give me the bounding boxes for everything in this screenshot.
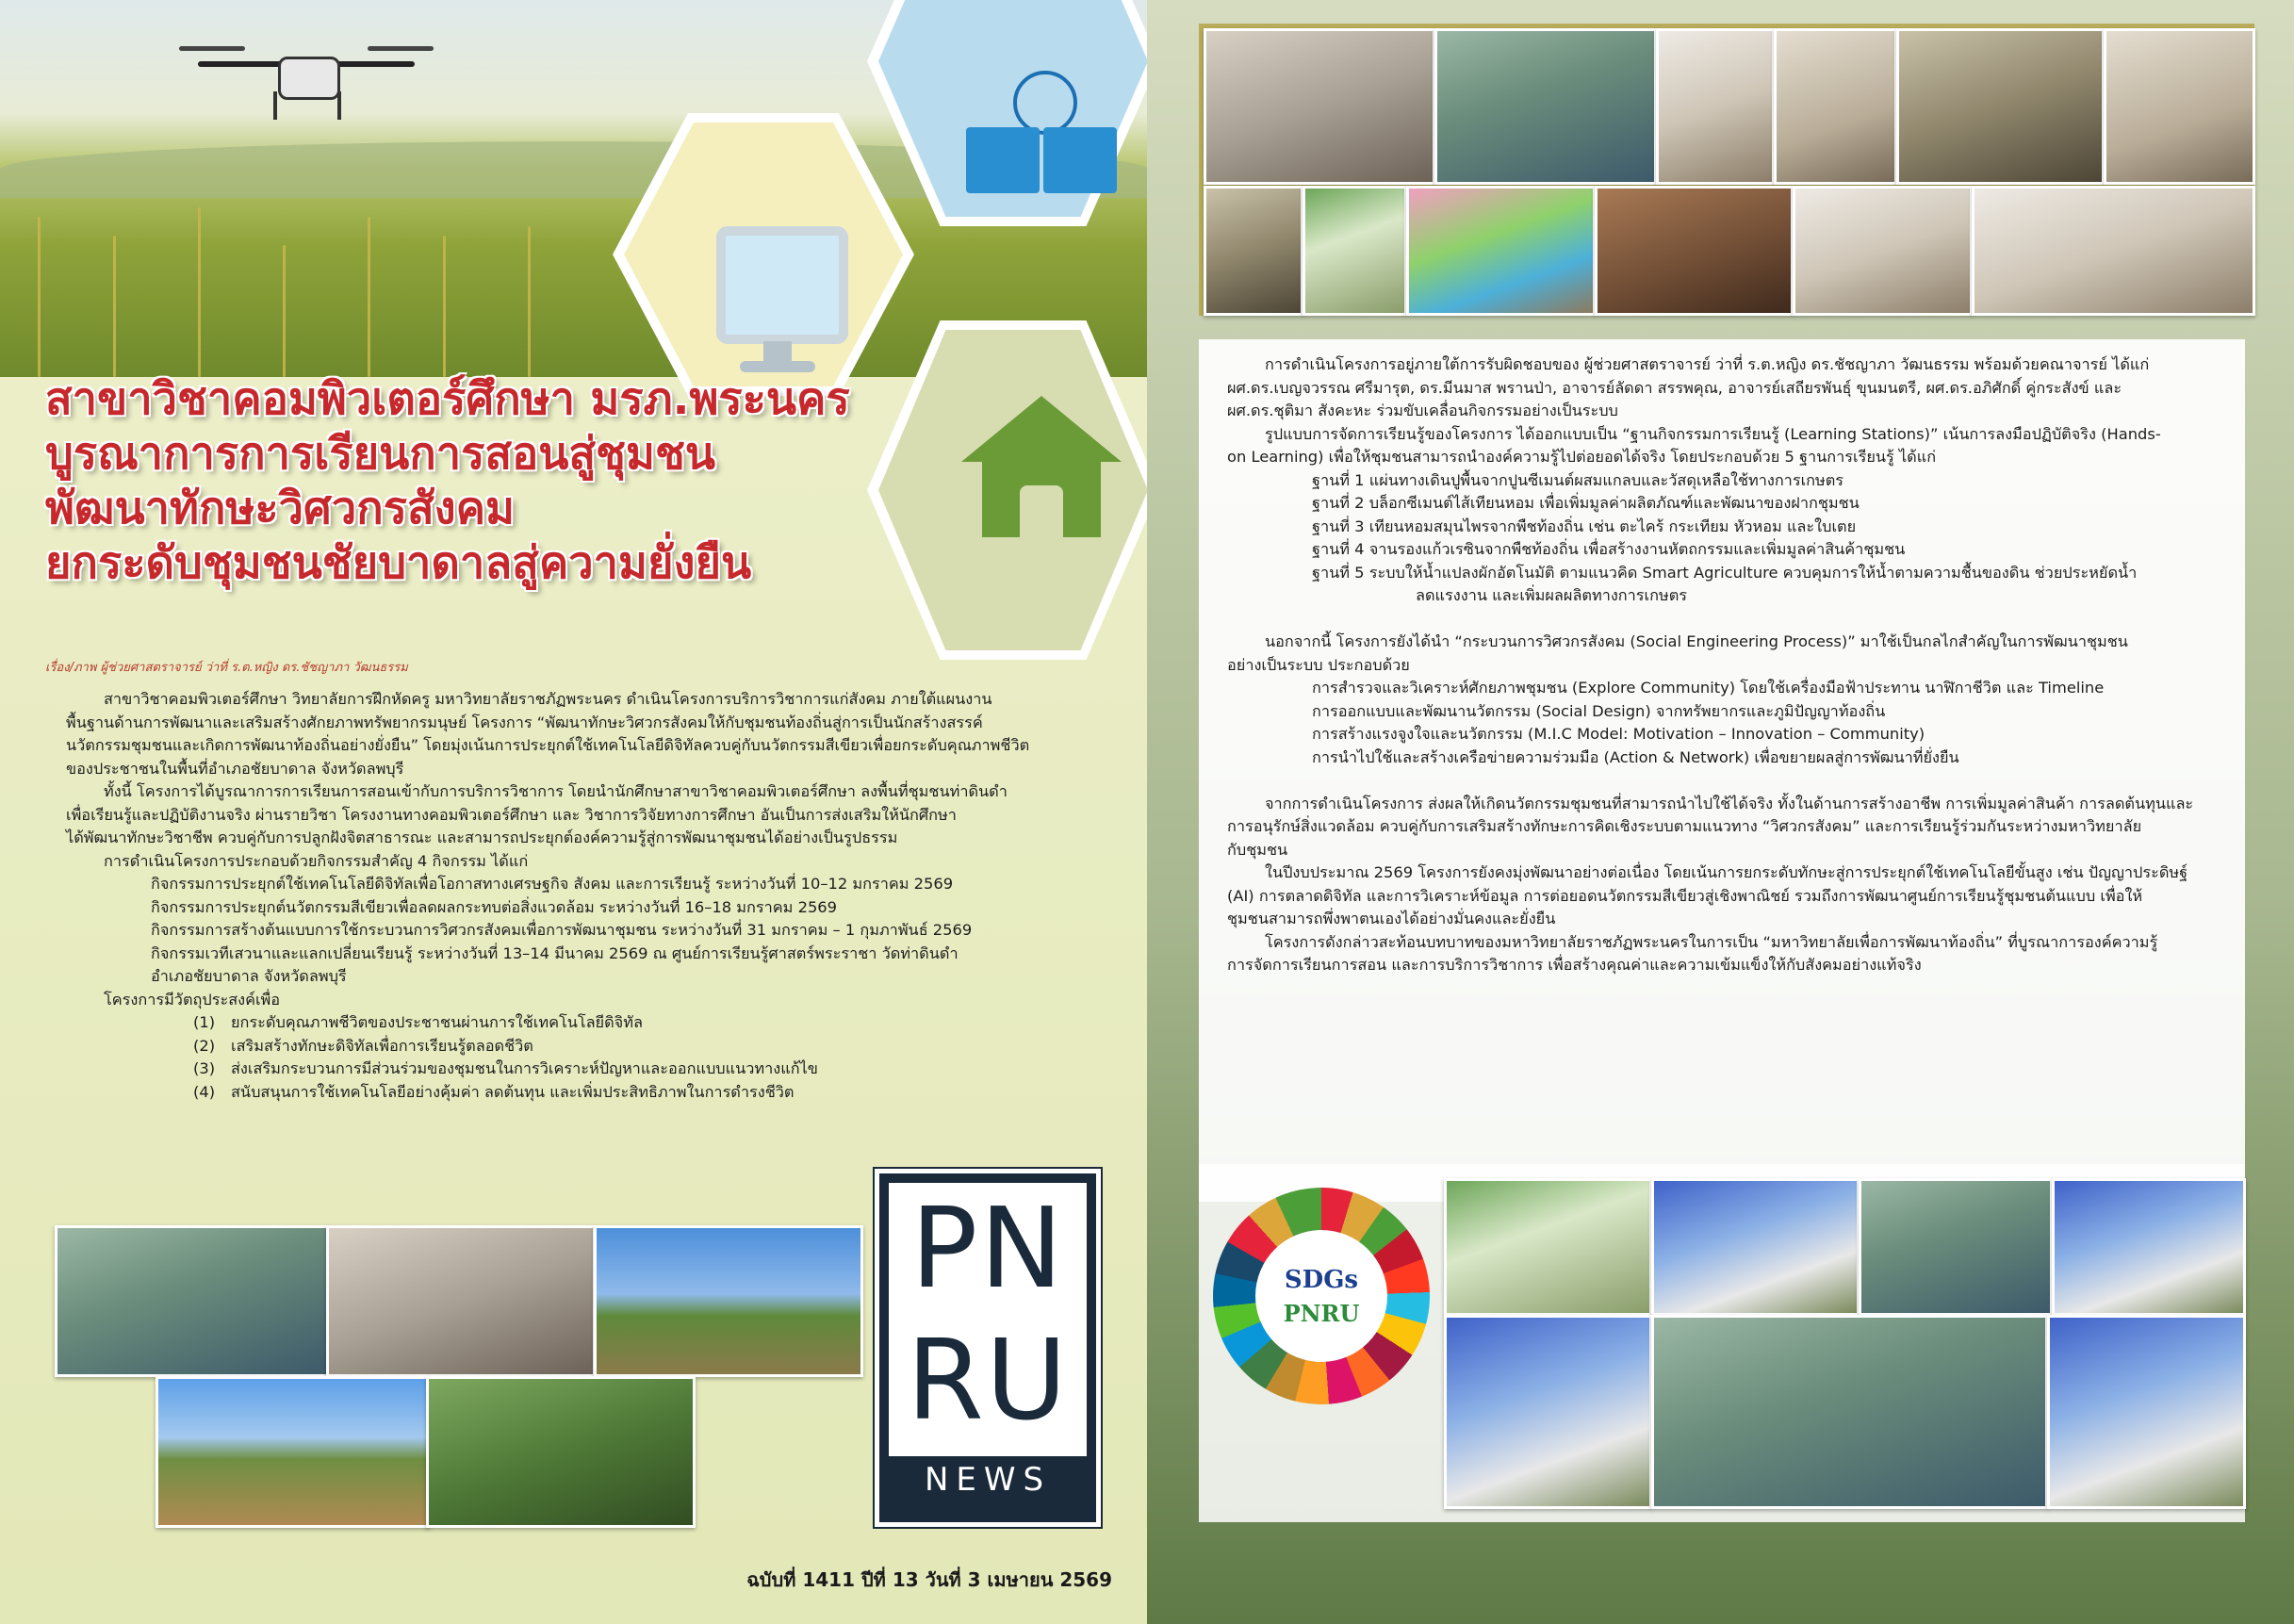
title-line: สาขาวิชาคอมพิวเตอร์ศึกษา มรภ.พระนคร	[45, 373, 850, 425]
sdg-logo-text: PNRU	[1283, 1300, 1360, 1327]
paragraph: สาขาวิชาคอมพิวเตอร์ศึกษา วิทยาลัยการฝึกหัดครู มหาวิทยาลัยราชภัฏพระนคร ดำเนินโครงการบริการวิชาการแก่สังคม ภายใต้แผนงาน	[104, 690, 992, 708]
photo-poster-booth	[1444, 1178, 1652, 1316]
station-item: ฐานที่ 5 ระบบให้น้ำแปลงผักอัตโนมัติ ตามแนวคิด Smart Agriculture ควบคุมการให้น้ำตามความชื้นของดิน ช่วยประหยัดน้ำ	[1312, 563, 2138, 582]
paragraph: on Learning) เพื่อให้ชุมชนสามารถนำองค์ความรู้ไปต่อยอดได้จริง โดยประกอบด้วย 5 ฐานการเรียนรู้ ได้แก่	[1227, 448, 1937, 466]
open-book-network-icon	[966, 127, 1117, 212]
photo-lemongrass	[1774, 28, 1897, 185]
photo-garden	[1303, 186, 1407, 316]
paragraph: ชุมชนสามารถพึ่งพาตนเองได้อย่างมั่นคงและยั่งยืน	[1227, 910, 1556, 927]
paragraph: การจัดการเรียนการสอน และการบริการวิชาการ เพื่อสร้างคุณค่าและความเข้มแข็งให้กับสังคมอย่างแท้จริง	[1227, 956, 1922, 974]
photo-station-tent	[1204, 28, 1435, 185]
objective-item: (4) สนับสนุนการใช้เทคโนโลยีอย่างคุ้มค่า ลดต้นทุน และเพิ่มประสิทธิภาพในการดำรงชีวิต	[193, 1082, 795, 1101]
green-house-leaf-icon	[961, 396, 1122, 537]
article-title	[45, 372, 893, 591]
photo-herbs	[1656, 28, 1775, 185]
photo-outdoor-event	[1444, 1315, 1652, 1509]
photo-award-ceremony	[1651, 1315, 2048, 1509]
photo-workshop-audience	[55, 1225, 329, 1377]
process-item: การนำไปใช้และสร้างเครือข่ายความร่วมมือ (Action & Network) เพื่อขยายผลสู่การพัฒนาที่ยั่งยืน	[1312, 747, 1959, 766]
photo-table-session	[1896, 28, 2105, 185]
photo-pots	[1595, 186, 1794, 316]
process-item: การออกแบบและพัฒนานวัตกรรม (Social Design) จากทรัพยากรและภูมิปัญญาท้องถิ่น	[1312, 701, 1886, 720]
photo-cement-tiles	[1204, 186, 1303, 316]
photo-coasters	[1793, 186, 1973, 316]
issue-info: ฉบับที่ 1411 ปีที่ 13 วันที่ 3 เมษายน 2569	[746, 1568, 1112, 1591]
objective-heading: โครงการมีวัตถุประสงค์เพื่อ	[104, 990, 281, 1009]
sdg-logo-text: SDGs	[1284, 1266, 1359, 1294]
logo-text: RU	[906, 1315, 1070, 1445]
paragraph: การอนุรักษ์สิ่งแวดล้อม ควบคู่กับการเสริมสร้างทักษะการคิดเชิงระบบตามแนวทาง “วิศวกรสังคม” และการเรียนรู้ร่วมกันระหว่างมหาวิทยาลัย	[1227, 817, 2142, 835]
title-line: พัฒนาทักษะวิศวกรสังคม	[45, 483, 515, 534]
paragraph: ได้พัฒนาทักษะวิชาชีพ ควบคู่กับการปลูกฝังจิตสาธารณะ และสามารถประยุกต์องค์ความรู้สู่การพัฒนาชุมชนได้อย่างเป็นรูปธรรม	[66, 828, 898, 846]
activity-item: กิจกรรมการประยุกต์นวัตกรรมสีเขียวเพื่อลดผลกระทบต่อสิ่งแวดล้อม ระหว่างวันที่ 16–18 มกราคม 2569	[151, 897, 838, 916]
sdgs-pnru-logo	[1213, 1188, 1430, 1404]
activity-item: กิจกรรมการสร้างต้นแบบการใช้กระบวนการวิศวกรสังคมเพื่อการพัฒนาชุมชน ระหว่างวันที่ 31 มกราคม – 1 กุมภาพันธ์ 2569	[151, 921, 973, 939]
paragraph: นอกจากนี้ โครงการยังได้นำ “กระบวนการวิศวกรสังคม (Social Engineering Process)” มาใช้เป็นกลไกสำคัญในการพัฒนาชุมชน	[1265, 632, 2128, 650]
objective-item: (2) เสริมสร้างทักษะดิจิทัลเพื่อการเรียนรู้ตลอดชีวิต	[193, 1036, 533, 1055]
paragraph: การดำเนินโครงการประกอบด้วยกิจกรรมสำคัญ 4 กิจกรรม ได้แก่	[104, 851, 529, 870]
right-page	[1147, 0, 2294, 1624]
logo-news-bar: NEWS	[889, 1456, 1087, 1503]
process-item: การสำรวจและวิเคราะห์ศักยภาพชุมชน (Explore Community) โดยใช้เครื่องมือฟ้าประทาน นาฬิกาชีวิต และ Timeline	[1312, 679, 2105, 697]
photo-field-visit	[156, 1376, 430, 1528]
paragraph: เพื่อเรียนรู้และปฏิบัติงานจริง ผ่านรายวิชา โครงงานทางคอมพิวเตอร์ศึกษา และ วิชาการวิจัยทางการศึกษา อันเป็นการส่งเสริมให้นักศึกษา	[66, 805, 957, 824]
paragraph: กับชุมชน	[1227, 840, 1288, 859]
paragraph: อย่างเป็นระบบ ประกอบด้วย	[1227, 655, 1410, 674]
left-body-text	[66, 688, 1112, 1104]
photo-group-outdoor	[594, 1225, 863, 1377]
photo-visitors	[1859, 1178, 2053, 1316]
photo-participants	[1434, 28, 1657, 185]
computer-monitor-icon	[716, 226, 848, 344]
logo-text: PN	[910, 1183, 1065, 1313]
paragraph: การดำเนินโครงการอยู่ภายใต้การรับผิดชอบของ ผู้ช่วยศาสตราจารย์ ว่าที่ ร.ต.หญิง ดร.ชัชญาภา วัฒนธรรม พร้อมด้วยคณาจารย์ ได้แก่	[1265, 355, 2150, 373]
photo-presenter-table	[326, 1225, 596, 1377]
title-line: บูรณาการการเรียนการสอนสู่ชุมชน	[45, 428, 715, 480]
station-item: ฐานที่ 2 บล็อกซีเมนต์ไส้เทียนหอม เพื่อเพิ่มมูลค่าผลิตภัณฑ์และพัฒนาของฝากชุมชน	[1312, 494, 1860, 512]
byline: เรื่อง/ภาพ ผู้ช่วยศาสตราจารย์ ว่าที่ ร.ต.หญิง ดร.ชัชญาภา วัฒนธรรม	[45, 661, 408, 675]
activity-item: กิจกรรมเวทีเสวนาและแลกเปลี่ยนเรียนรู้ ระหว่างวันที่ 13–14 มีนาคม 2569 ณ ศูนย์การเรียนรู้ศาสตร์พระราชา วัดท่าดินดำ	[151, 943, 959, 962]
pnru-news-logo	[875, 1169, 1101, 1527]
photo-tent-booth	[2052, 1178, 2246, 1316]
paragraph: (AI) การตลาดดิจิทัล และการวิเคราะห์ข้อมูล การต่อยอดนวัตกรรมสีเขียวสู่เชิงพาณิชย์ รวมถึงการพัฒนาศูนย์การเรียนรู้ชุมชนต้นแบบ เพื่อให้	[1227, 886, 2143, 905]
activity-item: อำเภอชัยบาดาล จังหวัดลพบุรี	[151, 967, 347, 985]
paragraph: ผศ.ดร.ชุติมา สังคะหะ ร่วมขับเคลื่อนกิจกรรมอย่างเป็นระบบ	[1227, 402, 1618, 419]
paragraph: จากการดำเนินโครงการ ส่งผลให้เกิดนวัตกรรมชุมชนที่สามารถนำไปใช้ได้จริง ทั้งในด้านการสร้างอาชีพ การเพิ่มมูลค่าสินค้า การลดต้นทุนและ	[1265, 794, 2194, 812]
photo-dried-plants	[1972, 186, 2255, 316]
paragraph: พื้นฐานด้านการพัฒนาและเสริมสร้างศักยภาพทรัพยากรมนุษย์ โครงการ “พัฒนาทักษะวิศวกรสังคมให้กับชุมชนท้องถิ่นสู่การเป็นนักสร้างสรรค์	[66, 713, 983, 731]
paragraph: ของประชาชนในพื้นที่อำเภอชัยบาดาล จังหวัดลพบุรี	[66, 759, 404, 778]
paragraph: โครงการดังกล่าวสะท้อนบทบาทของมหาวิทยาลัยราชภัฏพระนครในการเป็น “มหาวิทยาลัยเพื่อการพัฒนาท้องถิ่น” ที่บูรณาการองค์ความรู้	[1265, 932, 2158, 951]
paragraph: ทั้งนี้ โครงการได้บูรณาการการเรียนการสอนเข้ากับการบริการวิชาการ โดยนำนักศึกษาสาขาวิชาคอมพิวเตอร์ศึกษา ลงพื้นที่ชุมชนท่าดินดำ	[104, 782, 1008, 800]
title-line: ยกระดับชุมชนชัยบาดาลสู่ความยั่งยืน	[45, 537, 752, 589]
objective-item: (3) ส่งเสริมกระบวนการมีส่วนร่วมของชุมชนในการวิเคราะห์ปัญหาและออกแบบแนวทางแก้ไข	[193, 1059, 818, 1077]
drone-illustration	[179, 33, 434, 118]
station-item: ฐานที่ 4 จานรองแก้วเรซินจากพืชท้องถิ่น เพื่อสร้างงานหัตถกรรมและเพิ่มมูลค่าสินค้าชุมชน	[1312, 540, 1906, 558]
station-item: ฐานที่ 3 เทียนหอมสมุนไพรจากพืชท้องถิ่น เช่น ตะไคร้ กระเทียม หัวหอม และใบเตย	[1312, 517, 1857, 535]
photo-exhibit-sign	[1651, 1178, 1860, 1316]
activity-item: กิจกรรมการประยุกต์ใช้เทคโนโลยีดิจิทัลเพื่อโอกาสทางเศรษฐกิจ สังคม และการเรียนรู้ ระหว่างวันที่ 10–12 มกราคม 2569	[151, 875, 954, 893]
photo-group-field	[426, 1376, 696, 1528]
paragraph: ในปีงบประมาณ 2569 โครงการยังคงมุ่งพัฒนาอย่างต่อเนื่อง โดยเน้นการยกระดับทักษะสู่การประยุกต์ใช้เทคโนโลยีขั้นสูง เช่น ปัญญาประดิษฐ์	[1265, 863, 2188, 881]
photo-crowd	[2047, 1315, 2246, 1509]
right-body-text	[1227, 353, 2245, 977]
process-item: การสร้างแรงจูงใจและนวัตกรรม (M.I.C Model: Motivation – Innovation – Community)	[1312, 725, 1925, 743]
paragraph: รูปแบบการจัดการเรียนรู้ของโครงการ ได้ออกแบบเป็น “ฐานกิจกรรมการเรียนรู้ (Learning Stations)” เน้นการลงมือปฏิบัติจริง (Hands-	[1265, 424, 2161, 443]
objective-item: (1) ยกระดับคุณภาพชีวิตของประชาชนผ่านการใช้เทคโนโลยีดิจิทัล	[193, 1013, 643, 1031]
station-item-continued: ลดแรงงาน และเพิ่มผลผลิตทางการเกษตร	[1416, 586, 1688, 604]
paragraph: ผศ.ดร.เบญจวรรณ ศรีมารุต, ดร.มีนมาส พรานป่า, อาจารย์ลัดดา สรรพคุณ, อาจารย์เสถียรพันธุ์ ขุนมนตรี, ผศ.ดร.อภิศักดิ์ คู่กระสังข์ และ	[1227, 378, 2122, 397]
photo-resin-samples	[2104, 28, 2255, 185]
station-item: ฐานที่ 1 แผ่นทางเดินปูพื้นจากปูนซีเมนต์ผสมแกลบและวัสดุเหลือใช้ทางการเกษตร	[1312, 470, 1844, 489]
paragraph: นวัตกรรมชุมชนและเกิดการพัฒนาท้องถิ่นอย่างยั่งยืน” โดยมุ่งเน้นการประยุกต์ใช้เทคโนโลยีดิจิทัลควบคู่กับนวัตกรรมสีเขียวเพื่อยกระดับคุณภาพชีวิต	[66, 736, 1030, 754]
photo-candle-molds	[1406, 186, 1596, 316]
